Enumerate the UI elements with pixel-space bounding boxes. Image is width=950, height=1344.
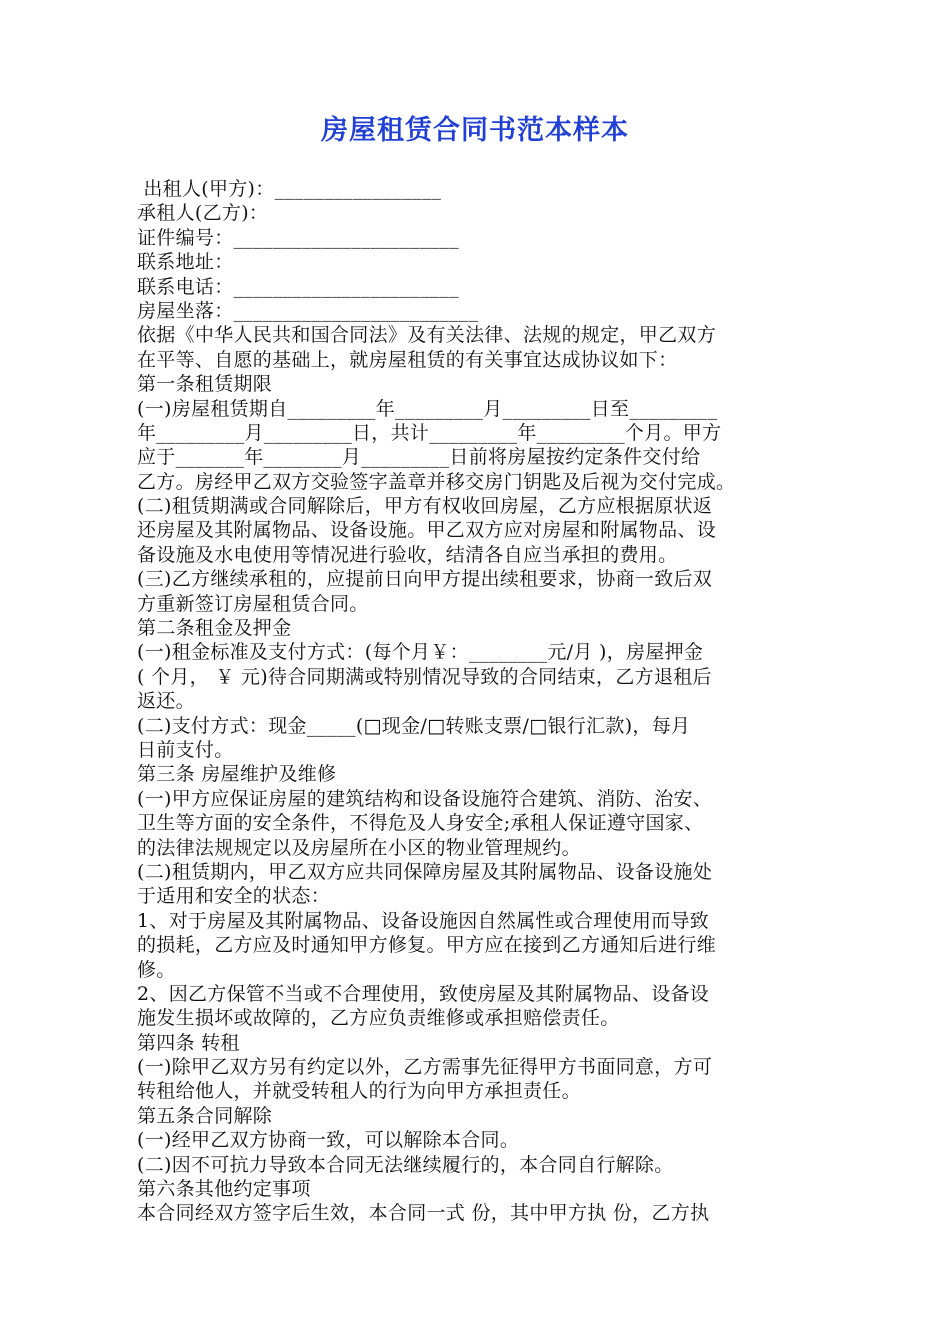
text-line: (一)甲方应保证房屋的建筑结构和设备设施符合建筑、消防、治安、 <box>137 787 713 810</box>
text-line: 于适用和安全的状态： <box>137 885 331 908</box>
text-line: 在平等、自愿的基础上，就房屋租赁的有关事宜达成协议如下： <box>137 348 678 371</box>
document-title: 房屋租赁合同书范本样本 <box>321 115 629 146</box>
text-line: 施发生损坏或故障的，乙方应负责维修或承担赔偿责任。 <box>137 1007 620 1030</box>
text-line: (二)租赁期内，甲乙双方应共同保障房屋及其附属物品、设备设施处 <box>137 860 713 883</box>
text-line: 承租人(乙方)： <box>137 202 269 225</box>
text-line: 第四条 转租 <box>137 1031 240 1054</box>
text-line: 卫生等方面的安全条件，不得危及人身安全;承租人保证遵守国家、 <box>137 812 704 835</box>
text-line: 房屋坐落：_________________________ <box>137 299 479 322</box>
text-line: 第三条 房屋维护及维修 <box>137 763 337 786</box>
text-line: 第六条其他约定事项 <box>137 1178 311 1201</box>
text-line: 备设施及水电使用等情况进行验收，结清各自应当承担的费用。 <box>137 543 678 566</box>
text-line: 出租人(甲方)：_________________ <box>137 178 442 200</box>
text-line: 方重新签订房屋租赁合同。 <box>137 592 369 615</box>
text-line: 联系电话：_______________________ <box>137 275 459 298</box>
text-line: (三)乙方继续承租的，应提前日向甲方提出续租要求，协商一致后双 <box>137 568 713 591</box>
text-line: 年_________月_________日，共计_________年_________个月。甲方 <box>137 421 722 444</box>
text-line: 本合同经双方签字后生效，本合同一式 份，其中甲方执 份，乙方执 <box>137 1202 710 1225</box>
text-line: (一)租金标准及支付方式：(每个月￥：________元/月 )，房屋押金 <box>137 641 704 664</box>
text-line: 第一条租赁期限 <box>137 373 273 396</box>
text-line: 返还。 <box>137 690 195 713</box>
text-line: 2、因乙方保管不当或不合理使用，致使房屋及其附属物品、设备设 <box>137 982 710 1005</box>
text-line: 证件编号：_______________________ <box>137 226 459 249</box>
text-line: 修。 <box>137 958 176 981</box>
text-line: 第二条租金及押金 <box>137 617 292 640</box>
text-line: 的损耗，乙方应及时通知甲方修复。甲方应在接到乙方通知后进行维 <box>137 934 717 957</box>
text-line: 转租给他人，并就受转租人的行为向甲方承担责任。 <box>137 1080 581 1103</box>
text-line: ( 个月， ￥ 元)待合同期满或特别情况导致的合同结束，乙方退租后 <box>137 665 712 688</box>
text-line: (一)经甲乙双方协商一致，可以解除本合同。 <box>137 1129 520 1152</box>
text-line: 第五条合同解除 <box>137 1104 273 1127</box>
text-line: 应于_______年________月_________日前将房屋按约定条件交付给 <box>137 446 701 469</box>
text-line: (二)租赁期满或合同解除后，甲方有权收回房屋，乙方应根据原状返 <box>137 495 713 518</box>
text-line: 1、对于房屋及其附属物品、设备设施因自然属性或合理使用而导致 <box>137 909 710 932</box>
text-line: 还房屋及其附属物品、设备设施。甲乙双方应对房屋和附属物品、设 <box>137 519 717 542</box>
text-line: 乙方。房经甲乙双方交验签字盖章并移交房门钥匙及后视为交付完成。 <box>137 470 736 493</box>
text-line: 日前支付。 <box>137 738 234 761</box>
text-line: 的法律法规规定以及房屋所在小区的物业管理规约。 <box>137 836 581 859</box>
text-line: (二)因不可抗力导致本合同无法继续履行的，本合同自行解除。 <box>137 1153 674 1176</box>
text-line: 依据《中华人民共和国合同法》及有关法律、法规的规定，甲乙双方 <box>137 324 717 347</box>
document-body <box>137 177 815 1226</box>
text-line: 联系地址： <box>137 251 234 274</box>
text-line: (一)房屋租赁期自_________年_________月_________日至_________ <box>137 397 718 420</box>
text-line: (一)除甲乙双方另有约定以外，乙方需事先征得甲方书面同意，方可 <box>137 1056 713 1079</box>
text-line: (二)支付方式：现金_____(□现金/□转账支票/□银行汇款)，每月 <box>137 714 691 737</box>
